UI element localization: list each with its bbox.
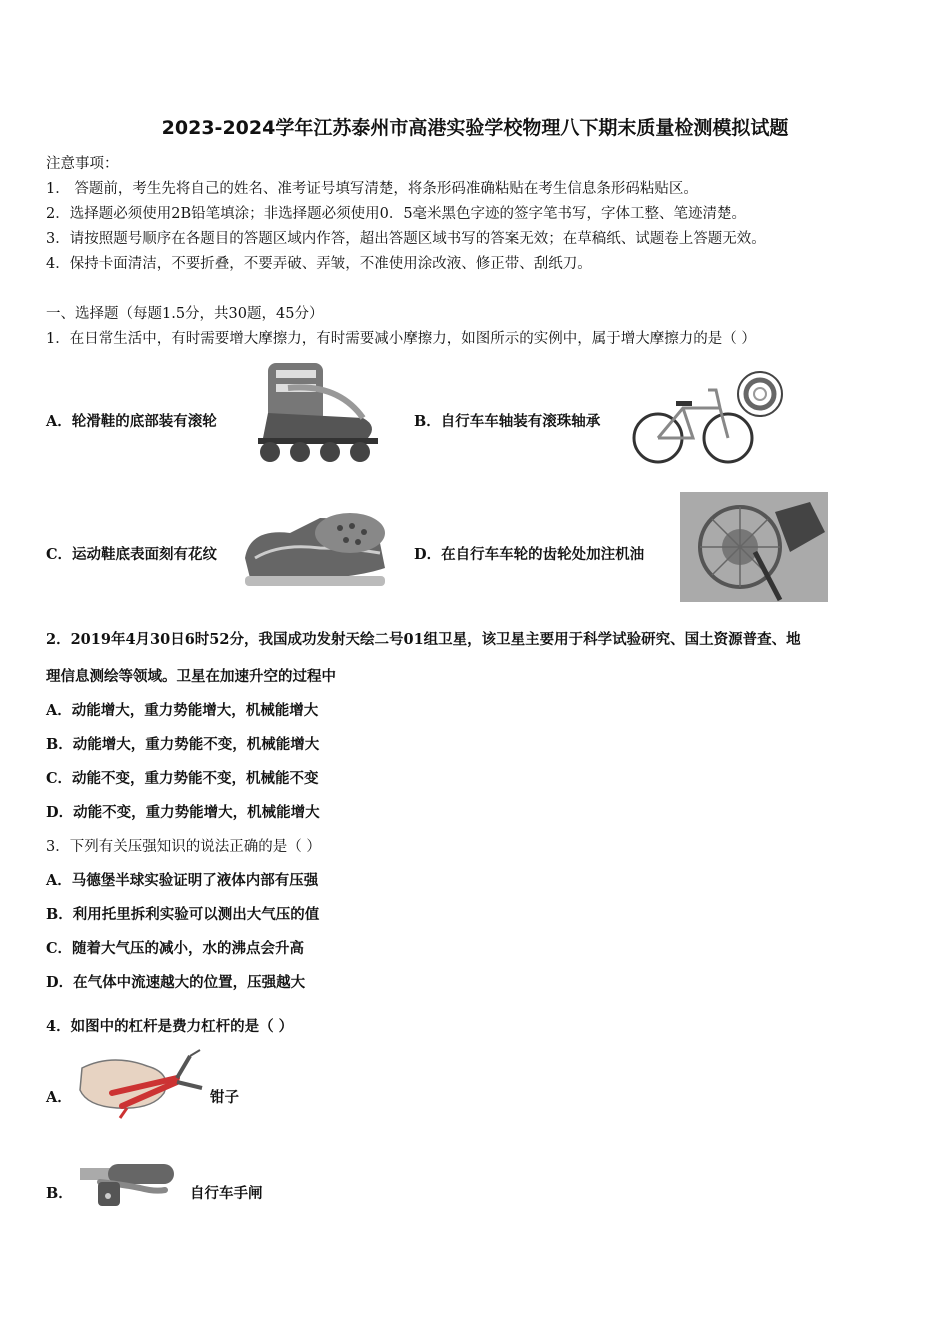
notice-heading: 注意事项： bbox=[46, 156, 119, 172]
q4-option-b-label: B． bbox=[46, 1185, 73, 1202]
q1-option-a: A．轮滑鞋的底部装有滚轮 bbox=[46, 413, 217, 430]
q3-stem: 3．下列有关压强知识的说法正确的是（ ） bbox=[46, 839, 321, 855]
q1-option-c: C．运动鞋底表面刻有花纹 bbox=[46, 546, 218, 563]
notice-item-1: 1． 答题前，考生先将自己的姓名、准考证号填写清楚，将条形码准确粘贴在考生信息条形码粘贴区。 bbox=[46, 181, 698, 197]
q3-option-a: A．马德堡半球实验证明了液体内部有压强 bbox=[46, 872, 319, 889]
q2-option-d: D．动能不变，重力势能增大，机械能增大 bbox=[46, 804, 320, 821]
q4-option-a-label: A． bbox=[46, 1089, 72, 1106]
q2-option-a: A．动能增大，重力势能增大，机械能增大 bbox=[46, 702, 319, 719]
notice-item-2: 2．选择题必须使用2B铅笔填涂；非选择题必须使用0．5毫米黑色字迹的签字笔书写，字体工整、笔迹清楚。 bbox=[46, 206, 747, 222]
pliers-hand-image bbox=[72, 1048, 207, 1123]
q1-option-d: D．在自行车车轮的齿轮处加注机油 bbox=[414, 546, 645, 563]
q4-option-b-text: 自行车手闸 bbox=[190, 1185, 263, 1202]
bike-brake-lever-image bbox=[80, 1160, 180, 1215]
q4-stem: 4．如图中的杠杆是费力杠杆的是（ ） bbox=[46, 1018, 294, 1035]
q3-option-b: B．利用托里拆利实验可以测出大气压的值 bbox=[46, 906, 320, 923]
bicycle-image bbox=[628, 368, 788, 468]
q2-option-c: C．动能不变，重力势能不变，机械能不变 bbox=[46, 770, 319, 787]
roller-skate-image bbox=[248, 358, 388, 463]
q2-option-b: B．动能增大，重力势能不变，机械能增大 bbox=[46, 736, 320, 753]
page-title: 2023-2024学年江苏泰州市高港实验学校物理八下期末质量检测模拟试题 bbox=[161, 117, 789, 139]
q1-option-b: B．自行车车轴装有滚珠轴承 bbox=[414, 413, 601, 430]
sneaker-image bbox=[240, 498, 390, 593]
q1-stem: 1．在日常生活中，有时需要增大摩擦力，有时需要减小摩擦力，如图所示的实例中，属于增大摩擦力的是（ ） bbox=[46, 331, 756, 347]
notice-item-4: 4．保持卡面清洁，不要折叠，不要弄破、弄皱，不准使用涂改液、修正带、刮纸刀。 bbox=[46, 256, 592, 272]
q3-option-c: C．随着大气压的减小，水的沸点会升高 bbox=[46, 940, 305, 957]
q4-option-a-text: 钳子 bbox=[210, 1089, 239, 1106]
q2-stem-line2: 理信息测绘等领域。卫星在加速升空的过程中 bbox=[46, 668, 336, 685]
q3-option-d: D．在气体中流速越大的位置，压强越大 bbox=[46, 974, 306, 991]
notice-item-3: 3．请按照题号顺序在各题目的答题区域内作答，超出答题区域书写的答案无效；在草稿纸、试题卷上答题无效。 bbox=[46, 231, 766, 247]
section-heading: 一、选择题（每题1.5分，共30题，45分） bbox=[46, 306, 324, 322]
q2-stem-line1: 2．2019年4月30日6时52分，我国成功发射天绘二号01组卫星，该卫星主要用于科学试验研究、国土资源普查、地 bbox=[46, 631, 801, 648]
bicycle-gear-image bbox=[680, 492, 828, 602]
